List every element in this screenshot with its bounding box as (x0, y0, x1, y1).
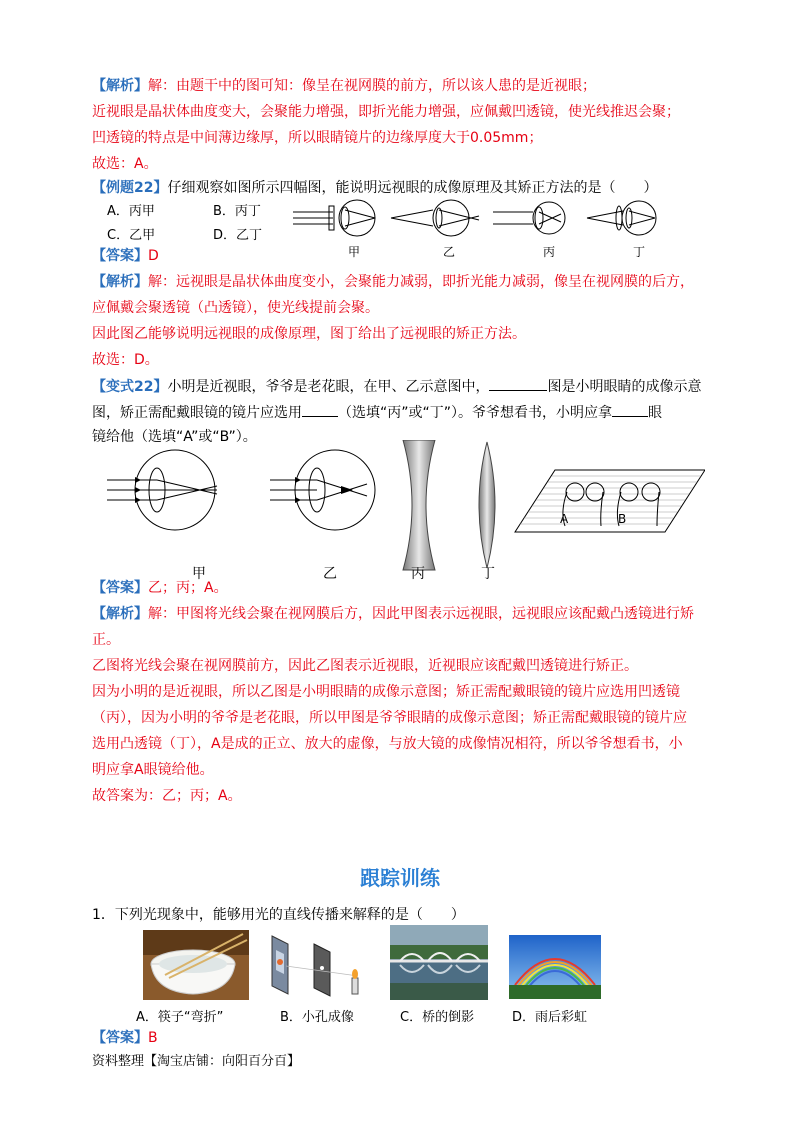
question-text: 小明是近视眼，爷爷是老花眼，在甲、乙示意图中， (167, 379, 490, 395)
variant-tag: 【变式22】 (92, 379, 168, 395)
answer-tag: 【答案】 (92, 580, 148, 596)
eye-diagram-yi (391, 200, 479, 236)
concave-lens (403, 440, 435, 570)
analysis-tag: 【解析】 (92, 78, 148, 94)
pinhole-image (268, 930, 378, 1000)
glasses-label-a: A (560, 512, 569, 526)
question-text: 图是小明眼睛的成像示意 (547, 379, 702, 395)
question-text: 眼 (648, 405, 663, 421)
fig-label-jia: 甲 (192, 566, 206, 582)
analysis-line-3: 因此图乙能够说明远视眼的成像原理，图丁给出了远视眼的矫正方法。 (92, 326, 526, 342)
analysis-line-1 (92, 604, 694, 624)
answer-line (92, 578, 228, 598)
analysis-line-2: 应佩戴会聚透镜（凸透镜），使光线提前会聚。 (92, 300, 379, 316)
eye-diagram-yi (270, 450, 375, 530)
analysis-line-2: 正。 (92, 632, 120, 648)
question-text: （选填“丙”或“丁”）。爷爷想看书，小明应拿 (338, 405, 613, 421)
glasses-label-b: B (618, 512, 627, 526)
variant-question-line-2 (92, 401, 662, 423)
rainbow-image (509, 935, 601, 999)
fig-label-yi: 乙 (443, 245, 456, 259)
glasses-on-grid (515, 470, 705, 532)
analysis-text: 解：甲图将光线会聚在视网膜后方，因此甲图表示远视眼，远视眼应该配戴凸透镜进行矫 (148, 606, 694, 622)
blank-1[interactable] (489, 375, 547, 391)
question-text: 仔细观察如图所示四幅图，能说明远视眼的成像原理及其矫正方法的是（ ） (167, 180, 658, 196)
answer-value: D (148, 248, 159, 264)
bridge-reflection-image (390, 925, 488, 1000)
answer-line (92, 246, 159, 266)
analysis-line-7: 明应拿A眼镜给他。 (92, 762, 214, 778)
example-tag: 【例题22】 (92, 180, 168, 196)
option-b: B．丙丁 (213, 204, 261, 219)
analysis-text: 解：远视眼是晶状体曲度变小，会聚能力减弱，即折光能力减弱，像呈在视网膜的后方， (148, 274, 694, 290)
option-c: C．乙甲 (107, 228, 156, 243)
variant-question-line-1 (92, 375, 701, 397)
example-question (92, 178, 657, 198)
fig-label-bing: 丙 (411, 566, 425, 582)
eye-diagram-ding (587, 201, 656, 235)
fig-label-ding: 丁 (633, 245, 646, 259)
convex-lens (479, 442, 495, 568)
blank-2[interactable] (302, 401, 338, 417)
answer-tag: 【答案】 (92, 1030, 148, 1046)
option-a: A．筷子“弯折” (136, 1010, 224, 1025)
analysis-line-4: 故选：D。 (92, 352, 159, 368)
question-1: 1．下列光现象中，能够用光的直线传播来解释的是（ ） (92, 907, 465, 923)
variant-diagrams (105, 440, 705, 585)
analysis-line-4: 因为小明的是近视眼，所以乙图是小明眼睛的成像示意图；矫正需配戴眼镜的镜片应选用凹透镜 (92, 684, 680, 700)
section-title: 跟踪训练 (360, 866, 440, 890)
analysis-line-1 (92, 272, 694, 292)
option-d: D．雨后彩虹 (512, 1010, 588, 1025)
analysis-line-2: 近视眼是晶状体曲度变大，会聚能力增强，即折光能力增强，应佩戴凹透镜，使光线推迟会聚； (92, 104, 680, 120)
analysis-line-4: 故选：A。 (92, 156, 158, 172)
analysis-line-1 (92, 76, 596, 96)
analysis-line-5: （丙），因为小明的爷爷是老花眼，所以甲图是爷爷眼睛的成像示意图；矫正需配戴眼镜的镜片应 (92, 710, 687, 726)
option-b: B．小孔成像 (280, 1010, 354, 1025)
analysis-line-6: 选用凸透镜（丁），A是成的正立、放大的虚像，与放大镜的成像情况相符，所以爷爷想看书，小 (92, 736, 683, 752)
chopsticks-bowl-image (143, 930, 249, 1000)
answer-value: B (148, 1030, 158, 1046)
analysis-line-8: 故答案为：乙；丙；A。 (92, 788, 242, 804)
analysis-line-3: 凹透镜的特点是中间薄边缘厚，所以眼睛镜片的边缘厚度大于0.05mm； (92, 130, 543, 146)
eye-diagrams-example (293, 198, 673, 260)
option-a: A．丙甲 (107, 204, 155, 219)
analysis-tag: 【解析】 (92, 274, 148, 290)
variant-question-line-3: 镜给他（选填“A”或“B”）。 (92, 429, 257, 445)
fig-label-bing: 丙 (543, 245, 556, 259)
option-c: C．桥的倒影 (400, 1010, 475, 1025)
option-d: D．乙丁 (213, 228, 263, 243)
eye-diagram-bing (493, 202, 565, 234)
analysis-text: 解：由题干中的图可知：像呈在视网膜的前方，所以该人患的是近视眼； (148, 78, 596, 94)
footer-source: 资料整理【淘宝店铺：向阳百分百】 (92, 1054, 301, 1069)
fig-label-yi: 乙 (323, 566, 337, 582)
fig-label-ding: 丁 (481, 566, 495, 582)
fig-label-jia: 甲 (348, 245, 361, 259)
blank-3[interactable] (612, 401, 648, 417)
answer-value: 乙；丙；A。 (148, 580, 228, 596)
analysis-tag: 【解析】 (92, 606, 148, 622)
analysis-line-3: 乙图将光线会聚在视网膜前方，因此乙图表示近视眼，近视眼应该配戴凹透镜进行矫正。 (92, 658, 638, 674)
question-text: 图，矫正需配戴眼镜的镜片应选用 (92, 405, 302, 421)
eye-diagram-jia (293, 200, 375, 236)
eye-diagram-jia (107, 450, 217, 530)
answer-line (92, 1028, 158, 1048)
answer-tag: 【答案】 (92, 248, 148, 264)
